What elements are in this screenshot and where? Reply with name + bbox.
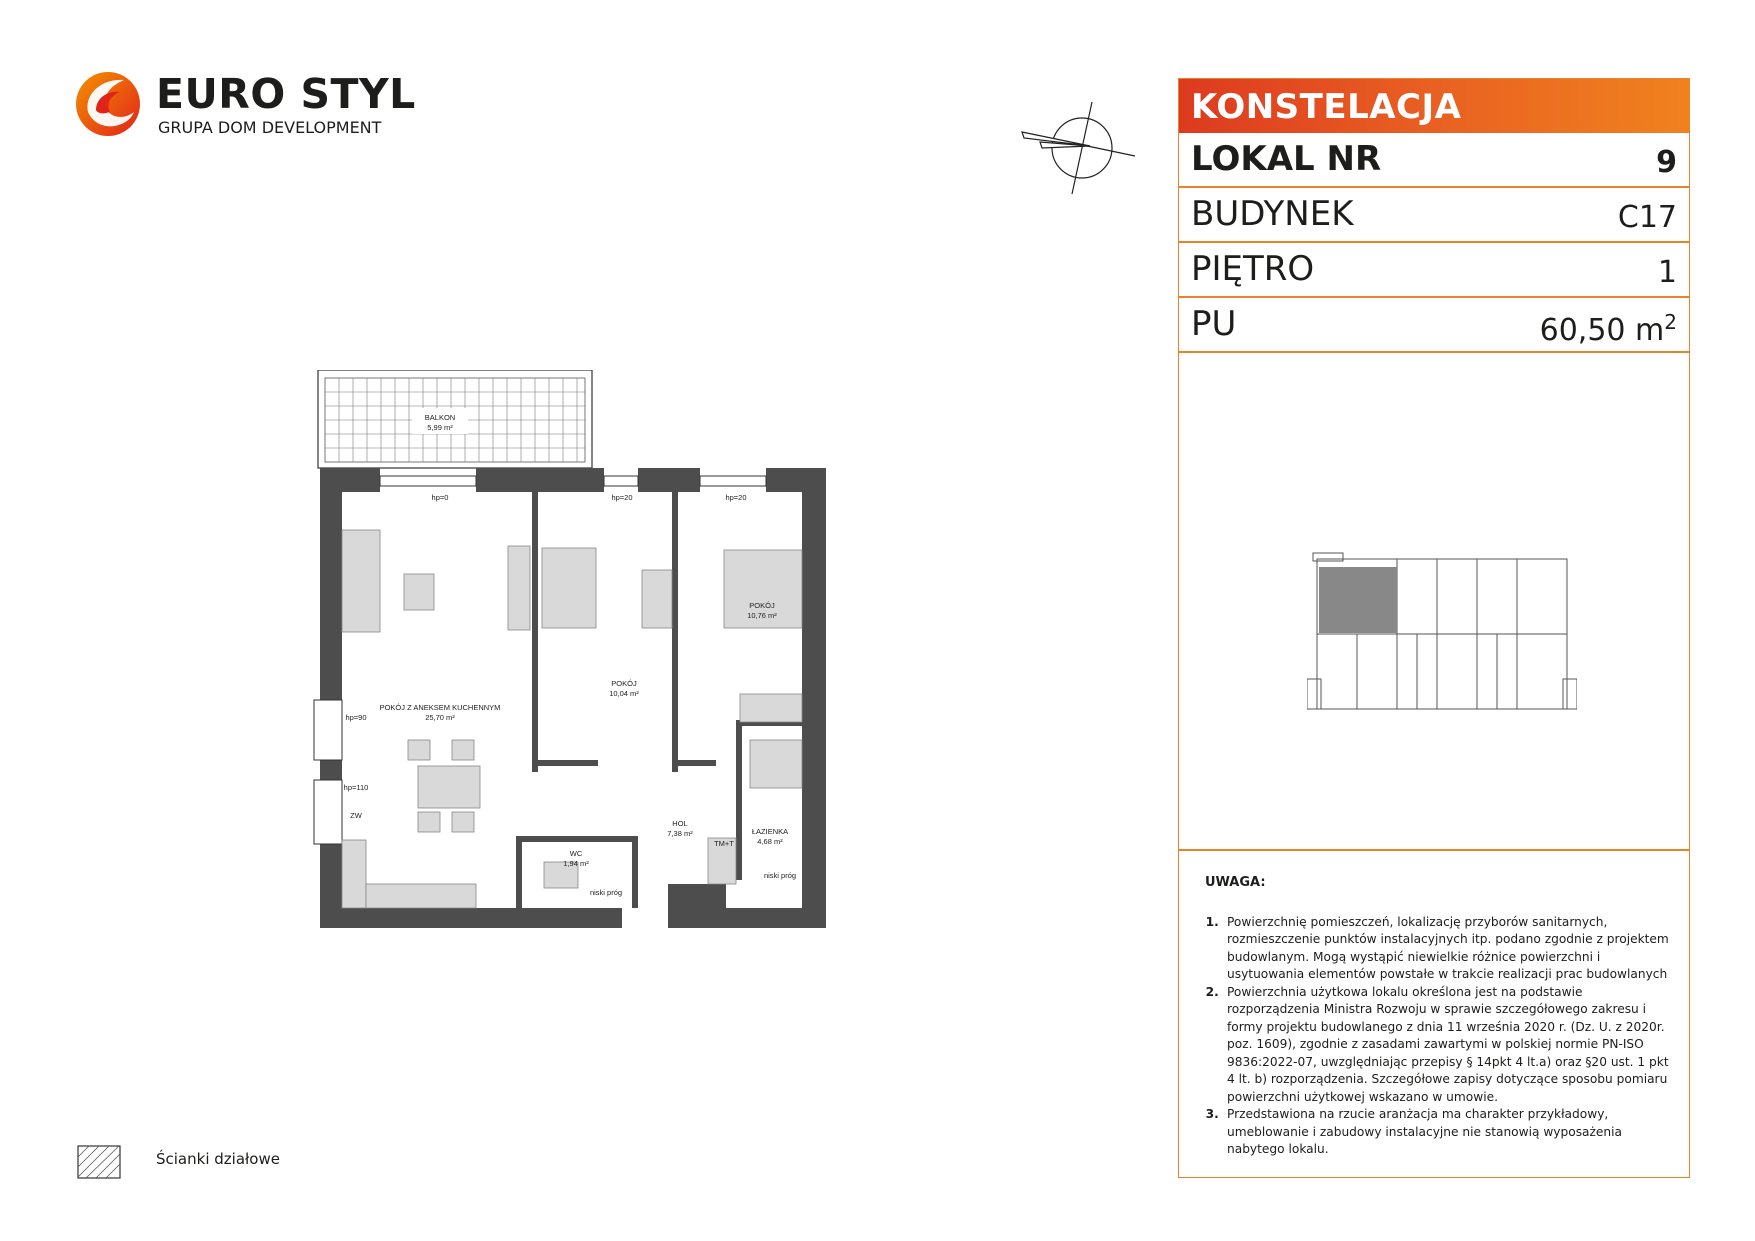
room-area-lazienka: 4,68 m² bbox=[757, 837, 783, 846]
tag-tmt: TM+T bbox=[714, 839, 734, 848]
row-pietro-key: PIĘTRO bbox=[1191, 249, 1315, 289]
tag-hp90: hp=90 bbox=[345, 713, 367, 722]
row-budynek-value: C17 bbox=[1617, 200, 1677, 235]
floor-plan bbox=[300, 370, 920, 930]
notes bbox=[1205, 874, 1675, 1159]
room-name-pokoj-2: POKÓJ bbox=[749, 601, 775, 610]
row-pu-value: 60,50 $m^2$ bbox=[1539, 310, 1677, 348]
tag-zw: ZW bbox=[350, 811, 362, 820]
room-area-balkon: 5,99 m² bbox=[427, 423, 453, 432]
row-budynek bbox=[1179, 188, 1689, 243]
room-area-living: 25,70 m² bbox=[425, 713, 455, 722]
row-pu bbox=[1179, 298, 1689, 353]
row-lokal-key: LOKAL NR bbox=[1191, 139, 1382, 179]
note-1: 1. Powierzchnię pomieszczeń, lokalizację przyborów sanitarnych, rozmieszczenie punktów instalacyjnych itp. podano zgodnie z projektem budowlanym. Mogą wystąpić niewielkie różnice powierzchni i usytuowania elementów powstałe w trakcie realizacji prac budowlanych bbox=[1223, 914, 1675, 984]
row-pu-key: PU bbox=[1191, 304, 1237, 344]
tag-niski-prog-wc: niski próg bbox=[589, 888, 623, 897]
euro-styl-logo bbox=[74, 68, 416, 148]
brand-name: EURO STYL bbox=[156, 70, 416, 118]
legend-hatch-swatch bbox=[77, 1145, 121, 1179]
flame-logo-icon bbox=[74, 68, 144, 140]
tag-hp20-b: hp=20 bbox=[725, 493, 747, 502]
room-area-wc: 1,94 m² bbox=[563, 859, 589, 868]
room-area-pokoj-1: 10,04 m² bbox=[609, 689, 639, 698]
note-3: 3. Przedstawiona na rzucie aranżacja ma charakter przykładowy, umeblowanie i zabudowy instalacyjne nie stanowią wyposażenia nabytego lokalu. bbox=[1223, 1106, 1675, 1159]
notes-divider bbox=[1179, 849, 1689, 851]
notes-title: UWAGA: bbox=[1205, 875, 1266, 890]
note-2: 2. Powierzchnia użytkowa lokalu określona jest na podstawie rozporządzenia Ministra Rozwoju w sprawie szczegółowego zakresu i formy projektu budowlanego z dnia 11 września 2020 r. (Dz. U. z 2020r. poz. 1609), zgodnie z zasadami zawartymi w polskiej normie PN-ISO 9836:2022-07, uwzględniając przepisy § 14pkt 4 lt.a) oraz §20 ust. 1 pkt 4 lt. b) rozporządzenia. Szczegółowe zapisy dotyczące sposobu pomiaru powierzchni użytkowej wskazano w umowie. bbox=[1223, 984, 1675, 1107]
room-area-pokoj-2: 10,76 m² bbox=[747, 611, 777, 620]
compass-north-arrow-icon bbox=[1020, 98, 1140, 198]
tag-hp0: hp=0 bbox=[431, 493, 449, 502]
legend-label: Ścianki działowe bbox=[156, 1150, 280, 1168]
tag-hp20: hp=20 bbox=[611, 493, 633, 502]
tag-hp110: hp=110 bbox=[343, 783, 369, 792]
project-name: KONSTELACJA bbox=[1191, 87, 1462, 127]
room-name-wc: WC bbox=[569, 849, 583, 858]
row-pietro-value: 1 bbox=[1657, 255, 1677, 290]
room-area-hol: 7,38 m² bbox=[667, 829, 693, 838]
room-name-hol: HOL bbox=[672, 819, 688, 828]
room-name-lazienka: ŁAZIENKA bbox=[751, 827, 789, 836]
project-header bbox=[1179, 79, 1689, 133]
tag-niski-prog-lazienka: niski próg bbox=[763, 871, 797, 880]
highlighted-unit bbox=[1319, 567, 1397, 633]
building-key-plan bbox=[1307, 549, 1577, 719]
info-panel bbox=[1178, 78, 1690, 1178]
room-name-pokoj-1: POKÓJ bbox=[611, 679, 637, 688]
room-name-living: POKÓJ Z ANEKSEM KUCHENNYM bbox=[379, 703, 501, 712]
room-name-balkon: BALKON bbox=[424, 413, 456, 422]
row-lokal-value: 9 bbox=[1656, 145, 1677, 180]
row-lokal bbox=[1179, 133, 1689, 188]
brand-subtitle: GRUPA DOM DEVELOPMENT bbox=[158, 118, 382, 137]
row-pietro bbox=[1179, 243, 1689, 298]
row-budynek-key: BUDYNEK bbox=[1191, 194, 1354, 234]
